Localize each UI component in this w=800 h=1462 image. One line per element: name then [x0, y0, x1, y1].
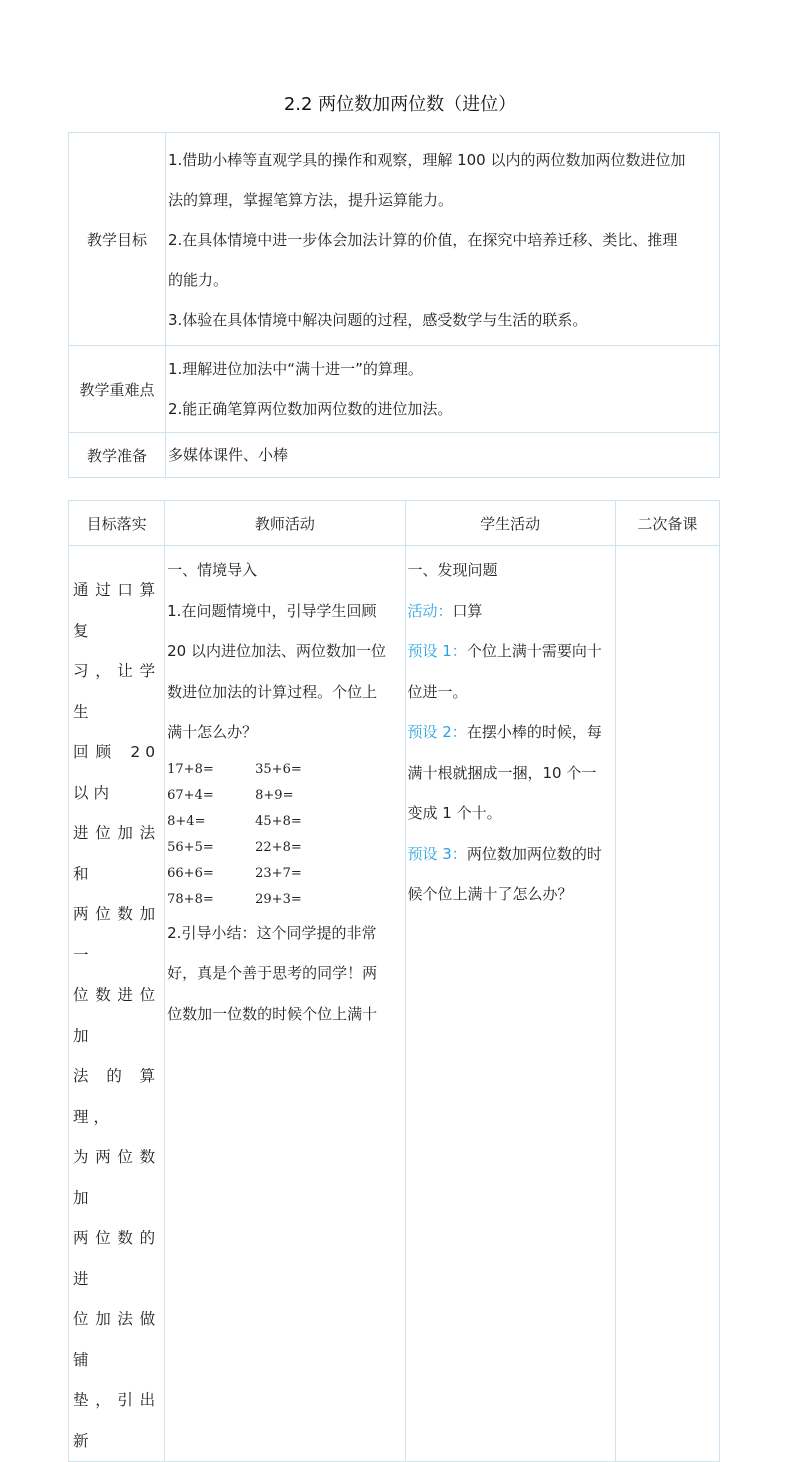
calc-row: [167, 835, 404, 861]
plan-body-row: [69, 546, 720, 1462]
teacher-line: 满十怎么办？: [167, 723, 258, 741]
key-point-line: 2.能正确笔算两位数加两位数的进位加法。: [168, 400, 453, 418]
goal-line: 法的算理，: [73, 1067, 161, 1126]
page-title: 2.2 两位数加两位数（进位）: [283, 94, 517, 115]
objective-line: 3.体验在具体情境中解决问题的过程，感受数学与生活的联系。: [168, 311, 588, 329]
student-cell: [405, 546, 615, 1462]
activity-text: 口算: [452, 601, 483, 620]
goal-line: 习，让学生: [73, 662, 161, 721]
key-points-content: [166, 346, 720, 433]
calc-item: 35+6=: [255, 761, 302, 777]
calc-item: 8+4=: [167, 813, 206, 829]
objective-line: 的能力。: [168, 271, 229, 289]
lesson-plan-table: [68, 500, 720, 1462]
calc-item: 78+8=: [167, 891, 214, 907]
student-section-title: 一、发现问题: [407, 561, 498, 579]
goal-line: 位数进位加: [73, 986, 161, 1045]
preset-text: 两位数加两位数的时: [466, 844, 602, 863]
teacher-section-title: 一、情境导入: [167, 561, 258, 579]
goal-line: 进位加法和: [73, 824, 161, 883]
goal-line: 两位数加一: [73, 905, 161, 964]
preset-line: [408, 834, 615, 875]
calc-item: 8+9=: [255, 787, 294, 803]
preset-line: 候个位上满十了怎么办？: [407, 885, 573, 903]
preset-line: [408, 631, 615, 672]
preparation-content: 多媒体课件、小棒: [166, 433, 720, 478]
teacher-cell: [165, 546, 405, 1462]
calc-item: 17+8=: [167, 761, 214, 777]
calc-item: 66+6=: [167, 865, 214, 881]
calc-item: 22+8=: [255, 839, 302, 855]
calc-row: [167, 783, 404, 809]
calc-item: 45+8=: [255, 813, 302, 829]
key-points-row: [69, 346, 720, 433]
teacher-line: 1.在问题情境中，引导学生回顾: [167, 601, 377, 620]
calc-item: 23+7=: [255, 865, 302, 881]
preparation-row: [69, 433, 720, 478]
preset-line: 位进一。: [407, 682, 468, 701]
activity-label: 活动：: [407, 601, 453, 620]
teacher-line: 好，真是个善于思考的同学！两: [167, 964, 378, 982]
goal-line: 回顾 20 以内: [73, 743, 161, 802]
calc-list: [167, 757, 404, 913]
goal-cell: [69, 546, 165, 1462]
goal-line: 为两位数加: [73, 1148, 161, 1207]
header-goal: 目标落实: [69, 501, 165, 546]
notes-cell: [615, 546, 719, 1462]
objectives-content: [166, 133, 720, 346]
preset-line: 变成 1 个十。: [407, 804, 502, 822]
teacher-line: 数进位加法的计算过程。个位上: [167, 682, 378, 701]
info-table: [68, 132, 720, 478]
goal-line: 两位数的进: [73, 1229, 161, 1288]
header-notes: 二次备课: [615, 501, 719, 546]
calc-item: 56+5=: [167, 839, 214, 855]
goal-line: 垫，引出新: [73, 1391, 161, 1450]
preparation-label: 教学准备: [69, 433, 166, 478]
key-points-label: 教学重难点: [69, 346, 166, 433]
preset-line: 满十根就捆成一捆，10 个一: [407, 763, 597, 782]
calc-row: [167, 861, 404, 887]
preset-label: 预设 1：: [407, 642, 467, 660]
teacher-line: 位数加一位数的时候个位上满十: [167, 1004, 378, 1023]
teacher-line: 20 以内进位加法、两位数加一位: [167, 642, 386, 660]
calc-row: [167, 887, 404, 913]
objective-line: 2.在具体情境中进一步体会加法计算的价值，在探究中培养迁移、类比、推理: [168, 231, 678, 249]
preset-label: 预设 3：: [407, 844, 467, 863]
preset-label: 预设 2：: [407, 723, 467, 741]
plan-header-row: [69, 501, 720, 546]
calc-item: 29+3=: [255, 891, 302, 907]
goal-line: 位加法做铺: [73, 1310, 161, 1369]
key-point-line: 1.理解进位加法中“满十进一”的算理。: [168, 360, 423, 378]
preset-text: 个位上满十需要向十: [466, 642, 602, 660]
header-teacher: 教师活动: [165, 501, 405, 546]
calc-item: 67+4=: [167, 787, 214, 803]
objective-line: 法的算理，掌握笔算方法，提升运算能力。: [168, 191, 454, 209]
objectives-row: [69, 133, 720, 346]
preset-text: 在摆小棒的时候，每: [466, 723, 602, 741]
calc-row: [167, 809, 404, 835]
teacher-line: 2.引导小结：这个同学提的非常: [167, 923, 377, 942]
calc-row: [167, 757, 404, 783]
header-student: 学生活动: [405, 501, 615, 546]
objectives-label: 教学目标: [69, 133, 166, 346]
preset-line: [408, 712, 615, 753]
objective-line: 1.借助小棒等直观学具的操作和观察，理解 100 以内的两位数加两位数进位加: [168, 151, 686, 169]
activity-line: [408, 591, 615, 632]
goal-line: 通过口算复: [73, 581, 161, 640]
